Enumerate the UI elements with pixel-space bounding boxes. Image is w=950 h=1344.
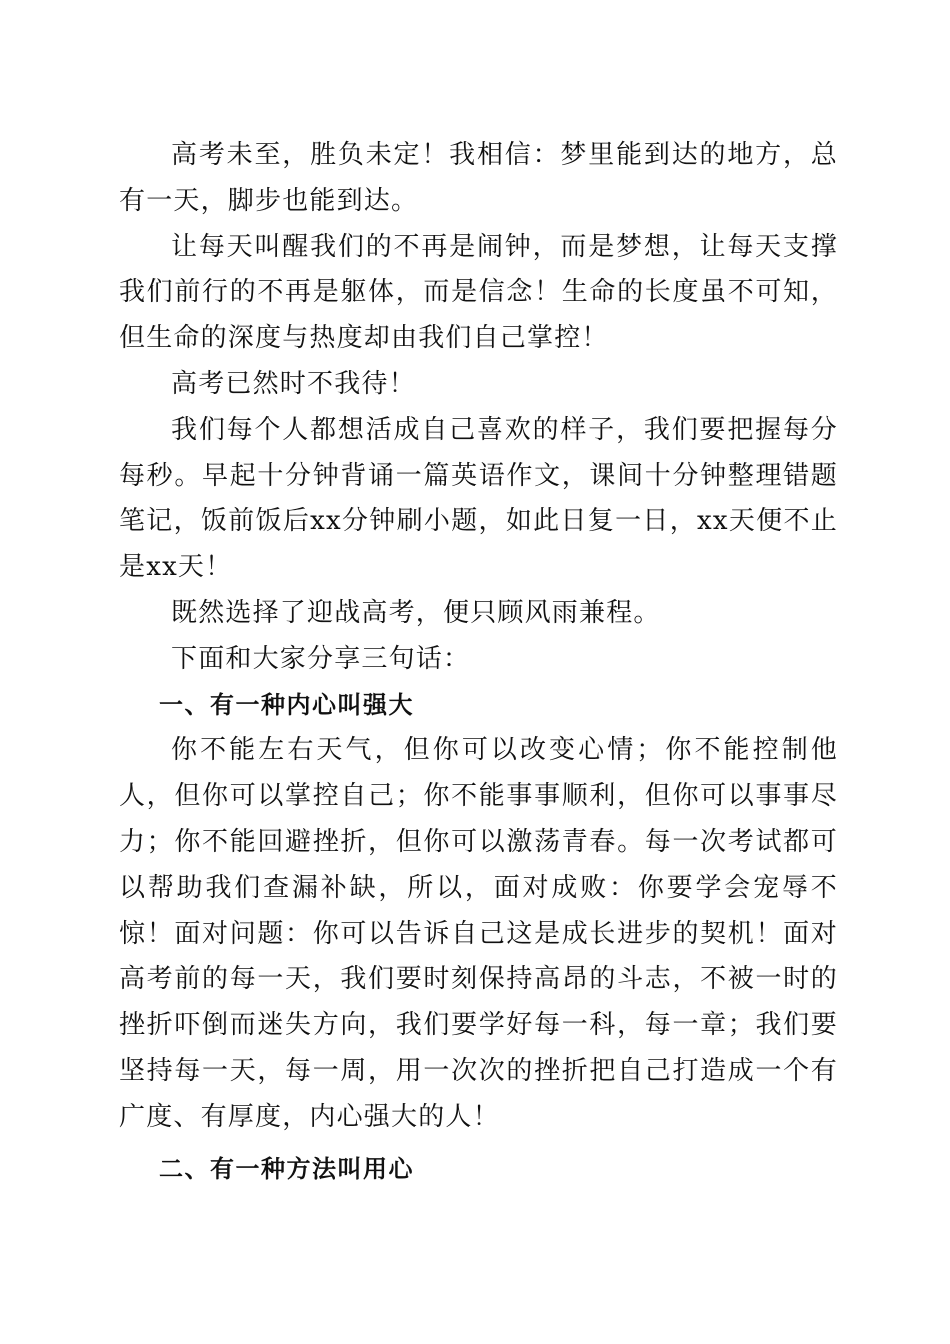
paragraph-intro: 高考未至，胜负未定！我相信：梦里能到达的地方，总有一天，脚步也能到达。 xyxy=(119,140,838,216)
paragraph-no-time: 高考已然时不我待！ xyxy=(171,368,416,399)
paragraph-three-sentences: 下面和大家分享三句话： xyxy=(171,643,471,674)
paragraph-every-second: 我们每个人都想活成自己喜欢的样子，我们要把握每分每秒。早起十分钟背诵一篇英语作文，课间十分钟整理错题笔记，饭前饭后xx分钟刷小题，如此日复一日，xx天便不止是xx天！ xyxy=(119,414,838,583)
paragraph-strong-heart: 你不能左右天气，但你可以改变心情；你不能控制他人，但你可以掌控自己；你不能事事顺利，但你可以事事尽力；你不能回避挫折，但你可以激荡青春。每一次考试都可以帮助我们查漏补缺，所以，面对成败：你要学会宠辱不惊！面对问题：你可以告诉自己这是成长进步的契机！面对高考前的每一天，我们要时刻保持高昂的斗志，不被一时的挫折吓倒而迷失方向，我们要学好每一科，每一章；我们要坚持每一天，每一周，用一次次的挫折把自己打造成一个有广度、有厚度，内心强大的人！ xyxy=(119,735,838,1132)
paragraph-choice: 既然选择了迎战高考，便只顾风雨兼程。 xyxy=(171,597,661,628)
paragraph-dream: 让每天叫醒我们的不再是闹钟，而是梦想，让每天支撑我们前行的不再是躯体，而是信念！生命的长度虽不可知，但生命的深度与热度却由我们自己掌控！ xyxy=(119,231,838,354)
section-heading-1: 一、有一种内心叫强大 xyxy=(159,690,414,719)
section-heading-2: 二、有一种方法叫用心 xyxy=(159,1154,414,1183)
